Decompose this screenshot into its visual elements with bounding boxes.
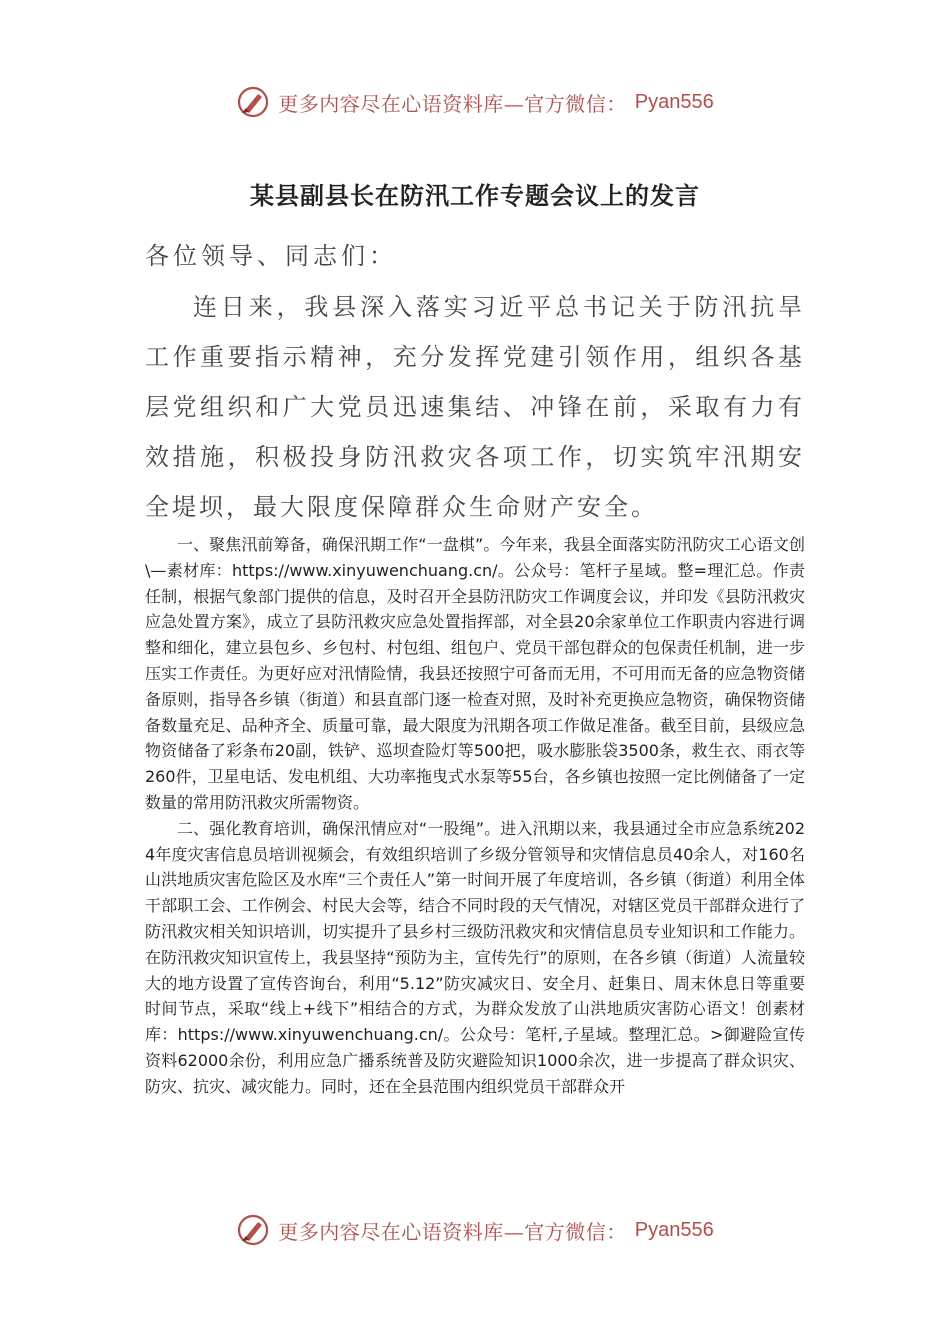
document-title: 某县副县长在防汛工作专题会议上的发言 bbox=[250, 181, 700, 210]
document-body bbox=[145, 532, 805, 1100]
banner-wechat-id: Pyan556 bbox=[634, 90, 714, 113]
lead-paragraph: 连日来，我县深入落实习近平总书记关于防汛抗旱工作重要指示精神，充分发挥党建引领作用，组织各基层党组织和广大党员迅速集结、冲锋在前，采取有力有效措施，积极投身防汛救灾各项工作，切实筑牢汛期安全堤坝，最大限度保障群众生命财产安全。 bbox=[145, 293, 805, 521]
banner-text: 更多内容尽在心语资料库—官方微信： bbox=[278, 1219, 627, 1244]
body-paragraph: 二、强化教育培训，确保汛情应对“一股绳”。进入汛期以来，我县通过全市应急系统2024年度灾害信息员培训视频会，有效组织培训了乡级分管领导和灾情信息员40余人，对160名山洪地质灾害危险区及水库“三个责任人”第一时间开展了年度培训，各乡镇（街道）利用全体干部职工会、工作例会、村民大会等，结合不同时段的天气情况，对辖区党员干部群众进行了防汛救灾相关知识培训，切实提升了县乡村三级防汛救灾和灾情信息员专业知识和工作能力。在防汛救灾知识宣传上，我县坚持“预防为主，宣传先行”的原则，在各乡镇（街道）人流量较大的地方设置了宣传咨询台，利用“5.12”防灾减灾日、安全月、赶集日、周末休息日等重要时间节点，采取“线上+线下”相结合的方式，为群众发放了山洪地质灾害防心语文！创素材库：https://www.xinyuwenchuang.cn/。公众号：笔杆,子星域。整理汇总。>御避险宣传资料62000余份，利用应急广播系统普及防灾避险知识1000余次，进一步提高了群众识灾、防灾、抗灾、减灾能力。同时，还在全县范围内组织党员干部群众开 bbox=[145, 818, 805, 1096]
banner-wechat-id: Pyan556 bbox=[634, 1218, 714, 1241]
pen-logo-icon bbox=[236, 85, 270, 119]
pen-logo-icon bbox=[236, 1213, 270, 1247]
banner-text: 更多内容尽在心语资料库—官方微信： bbox=[278, 91, 627, 116]
footer-watermark-banner bbox=[0, 1208, 950, 1252]
greeting: 各位领导、同志们： bbox=[145, 242, 397, 270]
body-paragraph: 一、聚焦汛前筹备，确保汛期工作“一盘棋”。今年来，我县全面落实防汛防灾工心语文创\—素材库：https://www.xinyuwenchuang.cn/。公众号：笔杆子星域。整=理汇总。作责任制，根据气象部门提供的信息，及时召开全县防汛防灾工作调度会议，并印发《县防汛救灾应急处置方案》，成立了县防汛救灾应急处置指挥部，对全县20余家单位工作职责内容进行调整和细化，建立县包乡、乡包村、村包组、组包户、党员干部包群众的包保责任机制，进一步压实工作责任。为更好应对汛情险情，我县还按照宁可备而无用，不可用而无备的应急物资储备原则，指导各乡镇（街道）和县直部门逐一检查对照，及时补充更换应急物资，确保物资储备数量充足、品种齐全、质量可靠，最大限度为汛期各项工作做足准备。截至目前，县级应急物资储备了彩条布20副，铁铲、巡坝查险灯等500把，吸水膨胀袋3500条，救生衣、雨衣等260件，卫星电话、发电机组、大功率拖曳式水泵等55台，各乡镇也按照一定比例储备了一定数量的常用防汛救灾所需物资。 bbox=[145, 535, 805, 812]
header-watermark-banner bbox=[0, 80, 950, 124]
